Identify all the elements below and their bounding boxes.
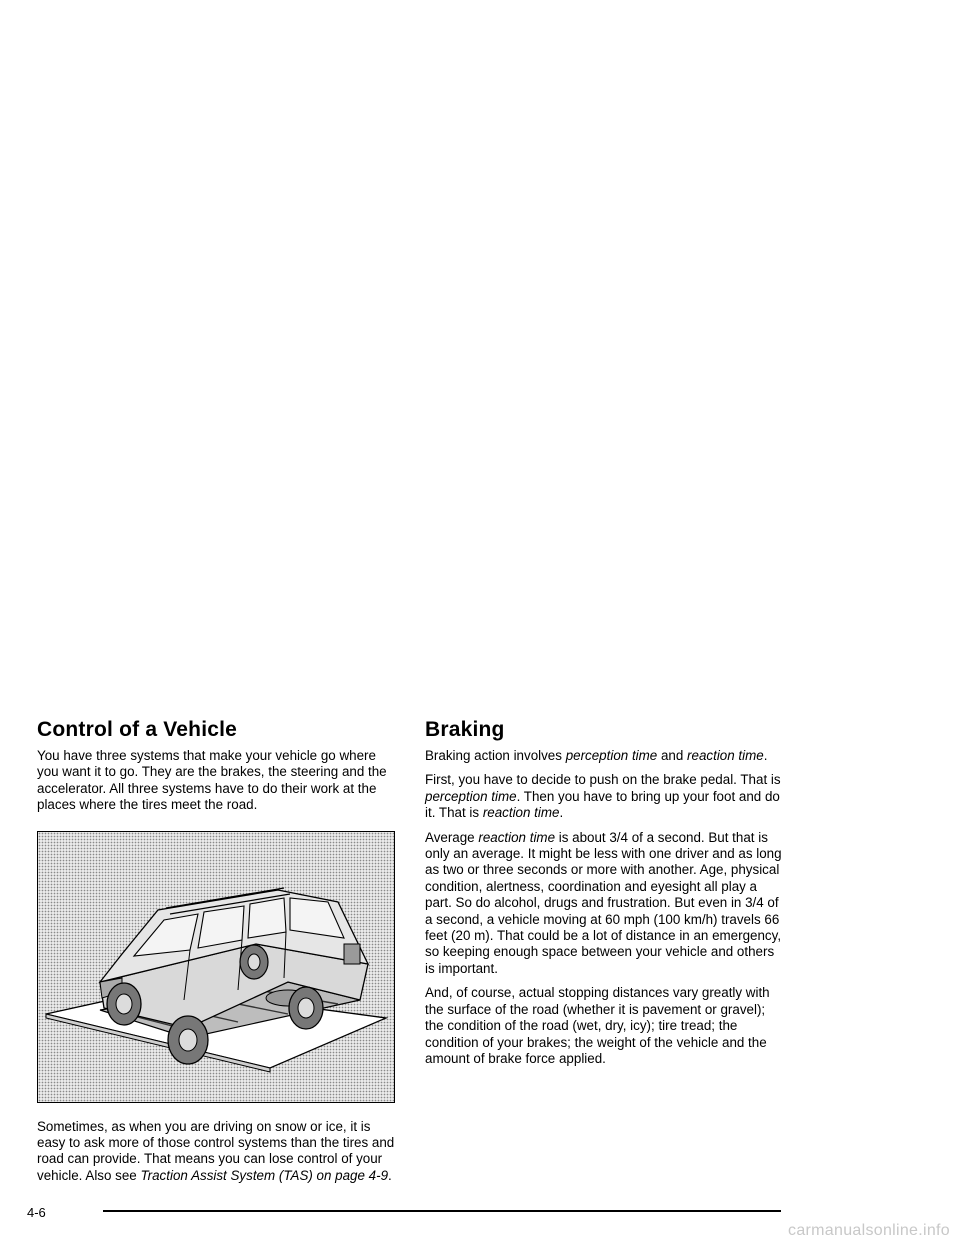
p1-term-perception: perception time bbox=[565, 748, 658, 763]
p1-text-a: Braking action involves bbox=[425, 748, 566, 763]
watermark: carmanualsonline.info bbox=[788, 1222, 950, 1239]
section-heading-braking: Braking bbox=[425, 718, 505, 741]
p3-text-a: Average bbox=[425, 829, 479, 845]
right-column bbox=[425, 716, 783, 1075]
p3-term-reaction: reaction time bbox=[478, 829, 556, 845]
vehicle-illustration bbox=[37, 831, 395, 1103]
p1-text-c: and bbox=[657, 748, 688, 763]
section-heading-control: Control of a Vehicle bbox=[37, 718, 238, 741]
p2-text-e: . bbox=[559, 805, 564, 821]
p2-text-a: First, you have to decide to push on the brake pedal. That is bbox=[425, 772, 781, 788]
left-column bbox=[37, 716, 395, 1192]
control-paragraph-2 bbox=[37, 1119, 395, 1185]
p2-term-perception: perception time bbox=[425, 788, 517, 804]
control-paragraph-1: You have three systems that make your vehicle go where you want it to go. They are the brakes, the steering and the accelerator. All three systems have to do their work at the places where the tires meet the road. bbox=[37, 748, 387, 813]
control-paragraph-2-text: Sometimes, as when you are driving on snow or ice, it is easy to ask more of those control systems than the tires and road can provide. That means you can lose control of your vehicle. Also see bbox=[37, 1118, 395, 1183]
traction-assist-reference[interactable]: Traction Assist System (TAS) on page 4-9 bbox=[140, 1167, 389, 1183]
vehicle-drawing bbox=[38, 832, 394, 1102]
braking-paragraph-2 bbox=[425, 772, 783, 821]
braking-paragraph-1 bbox=[425, 748, 783, 764]
p2-term-reaction: reaction time bbox=[482, 805, 560, 821]
p2-text-c: . Then you have to bring up your foot and do it. That is bbox=[425, 788, 780, 821]
p1-text-e: . bbox=[763, 748, 768, 763]
page-number: 4-6 bbox=[27, 1205, 46, 1220]
braking-paragraph-4: And, of course, actual stopping distances vary greatly with the surface of the road (whether it is pavement or gravel); the condition of the road (wet, dry, icy); tire tread; the condition of your brakes; the weight of the vehicle and the amount of brake force applied. bbox=[425, 985, 770, 1066]
control-paragraph-2-end: . bbox=[388, 1167, 392, 1183]
footer-rule bbox=[103, 1210, 781, 1212]
braking-paragraph-3 bbox=[425, 830, 783, 978]
p3-text-c: is about 3/4 of a second. But that is only an average. It might be less with one driver and as long as two or three seconds or more with another. Age, physical condition, alertness, coordination and eyesight all play a part. So do alcohol, drugs and frustration. But even in 3/4 of a second, a vehicle moving at 60 mph (100 km/h) travels 66 feet (20 m). That could be a lot of distance in an emergency, so keeping enough space between your vehicle and others is important. bbox=[425, 829, 782, 976]
p1-term-reaction: reaction time bbox=[687, 748, 764, 763]
